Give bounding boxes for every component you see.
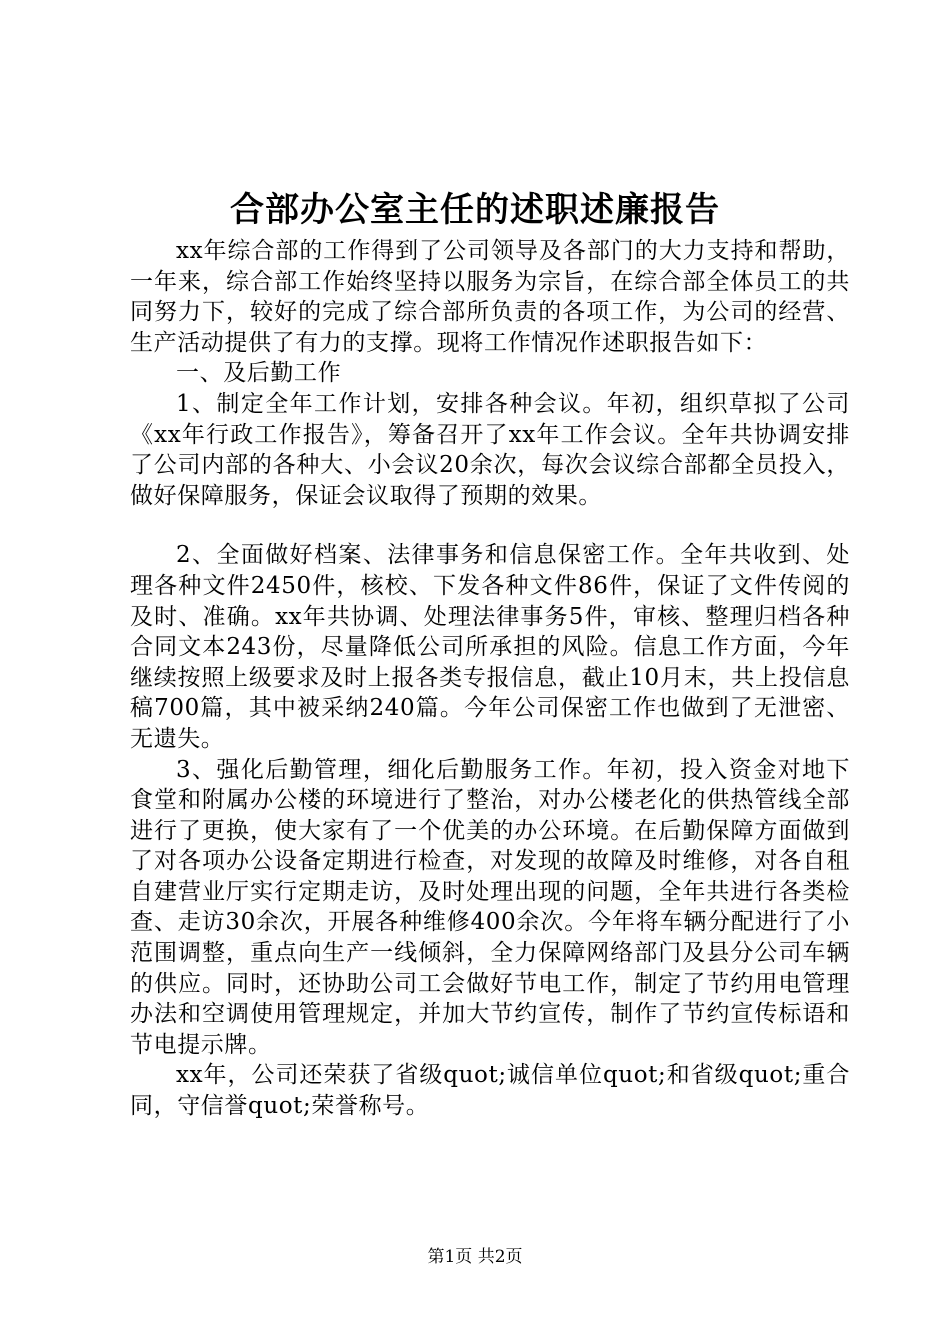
page-number-footer: 第1页 共2页 — [427, 1247, 523, 1267]
document-title: 合部办公室主任的述职述廉报告 — [230, 190, 720, 230]
paragraph-intro: xx年综合部的工作得到了公司领导及各部门的大力支持和帮助，一年来，综合部工作始终坚持以服务为宗旨，在综合部全体员工的共同努力下，较好的完成了综合部所负责的各项工作，为公司的经营、生产活动提供了有力的支撑。现将工作情况作述职报告如下： — [130, 238, 850, 356]
section-heading: 一、及后勤工作 — [176, 360, 342, 387]
document-body — [130, 236, 850, 1122]
paragraph-item-3: 3、强化后勤管理，细化后勤服务工作。年初，投入资金对地下食堂和附属办公楼的环境进行了整治，对办公楼老化的供热管线全部进行了更换，使大家有了一个优美的办公环境。在后勤保障方面做到了对各项办公设备定期进行检查，对发现的故障及时维修，对各自租自建营业厅实行定期走访，及时处理出现的问题，全年共进行各类检查、走访30余次，开展各种维修400余次。今年将车辆分配进行了小范围调整，重点向生产一线倾斜，全力保障网络部门及县分公司车辆的供应。同时，还协助公司工会做好节电工作，制定了节约用电管理办法和空调使用管理规定，并加大节约宣传，制作了节约宣传标语和节电提示牌。 — [130, 756, 850, 1058]
paragraph-item-1: 1、制定全年工作计划，安排各种会议。年初，组织草拟了公司《xx年行政工作报告》，筹备召开了xx年工作会议。全年共协调安排了公司内部的各种大、小会议20余次，每次会议综合部都全员投入，做好保障服务，保证会议取得了预期的效果。 — [130, 390, 850, 509]
paragraph-item-2: 2、全面做好档案、法律事务和信息保密工作。全年共收到、处理各种文件2450件，核校、下发各种文件86件，保证了文件传阅的及时、准确。xx年共协调、处理法律事务5件，审核、整理归档各种合同文本243份，尽量降低公司所承担的风险。信息工作方面，今年继续按照上级要求及时上报各类专报信息，截止10月末，共上投信息稿700篇，其中被采纳240篇。今年公司保密工作也做到了无泄密、无遗失。 — [130, 542, 850, 752]
paragraph-honors: xx年，公司还荣获了省级quot;诚信单位quot;和省级quot;重合同，守信誉quot;荣誉称号。 — [130, 1062, 850, 1120]
